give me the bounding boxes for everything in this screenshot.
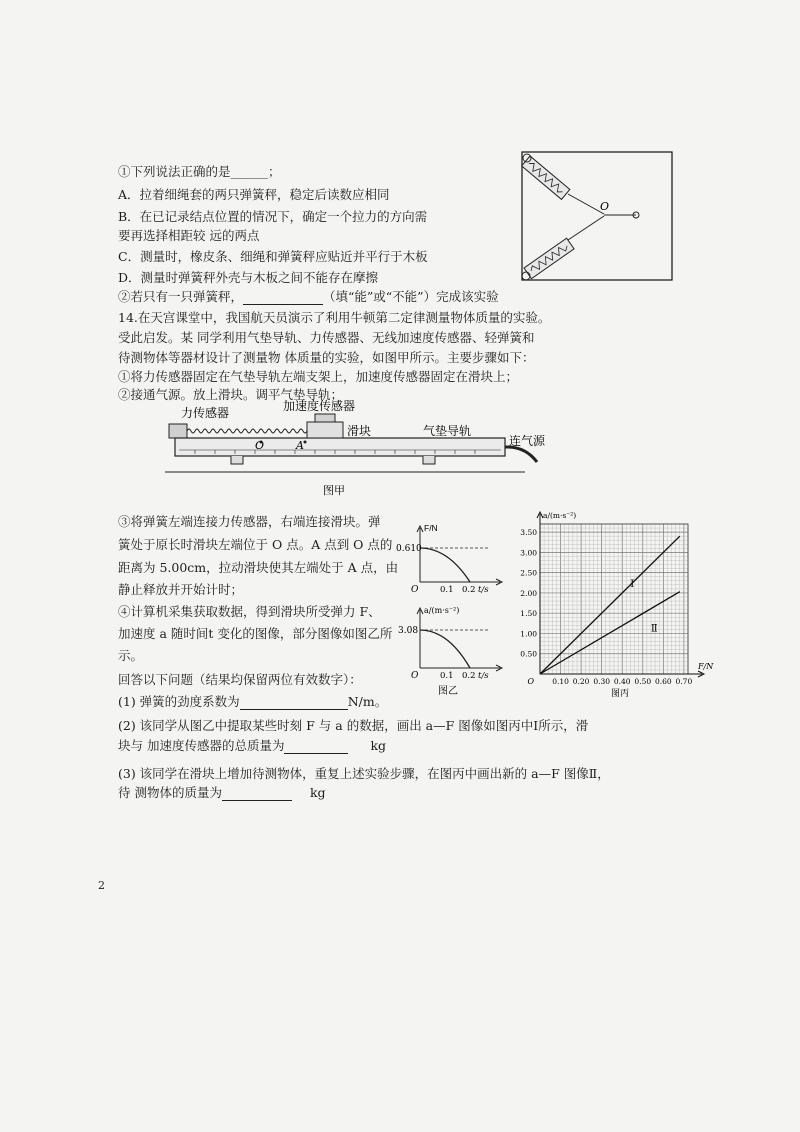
x-tick-label: 0.70: [675, 677, 693, 686]
qa2-line2: [118, 738, 386, 754]
track-body: [175, 438, 505, 456]
at-tick-1: 0.1: [440, 671, 454, 681]
ft-origin-label: O: [411, 585, 419, 595]
air-source-label: 连气源: [509, 434, 546, 448]
at-value-label: 3.08: [398, 626, 419, 636]
q14-line3: 待测物体等器材设计了测量物 体质量的实验，如图甲所示。主要步骤如下：: [118, 350, 535, 365]
ft-axis-label: F/N: [424, 523, 438, 533]
q13-option-a: A．拉着细绳套的两只弹簧秤，稳定后读数应相同: [118, 187, 390, 202]
answer-blank: [243, 292, 323, 305]
qa1: [118, 694, 387, 710]
qa2-unit: kg: [370, 738, 387, 753]
q13-option-b-line1: B．在已记录结点位置的情况下，确定一个拉力的方向需: [118, 209, 428, 224]
lower-spring-scale-icon: [524, 238, 574, 278]
q13-sub2: [118, 289, 499, 305]
answer-blank: [222, 788, 292, 801]
qa1-unit: N/m。: [347, 694, 388, 709]
air-hose: [505, 447, 537, 462]
figure-bing-chart: [510, 510, 720, 702]
x-tick-label: 0.10: [552, 677, 569, 686]
q14-step3-line4: 静止释放并开始计时；: [118, 582, 244, 597]
upper-spring-scale-icon: [522, 156, 570, 199]
ft-t-axis-label: t/s: [478, 585, 489, 595]
force-sensor-label: 力传感器: [181, 406, 230, 420]
at-curve: [420, 630, 470, 668]
q14-step4-line3: 示。: [118, 648, 144, 663]
ft-tick-2: 0.2: [462, 585, 476, 595]
point-o-label: O: [255, 439, 265, 452]
figure-jia-caption: 图甲: [323, 484, 345, 497]
x-axis-label: F/N: [698, 662, 714, 671]
qa2-line1: (2) 该同学从图乙中提取某些时刻 F 与 a 的数据，画出 a—F 图像如图丙中Ⅰ所示，滑: [118, 718, 589, 733]
accel-sensor-label: 加速度传感器: [283, 399, 356, 413]
x-tick-label: 0.30: [593, 677, 611, 686]
series-label: Ⅱ: [650, 623, 658, 635]
left-stand: [231, 456, 243, 464]
answer-blank: [240, 697, 348, 710]
qa3-line1: (3) 该同学在滑块上增加待测物体，重复上述实验步骤，在图丙中画出新的 a—F 图像Ⅱ，: [118, 766, 610, 781]
at-axis-label: a/(m·s⁻²): [424, 606, 460, 615]
qa3-unit: kg: [309, 785, 326, 800]
upper-string: [568, 194, 604, 214]
origin-label: O: [527, 677, 534, 686]
slider-label: 滑块: [347, 424, 372, 438]
q13-sub2-start: ②若只有一只弹簧秤，: [118, 289, 244, 304]
spring-coil: [187, 429, 311, 433]
q13-option-d: D．测量时弹簧秤外壳与木板之间不能存在摩擦: [118, 270, 379, 285]
q14-step3-line3: 距离为 5.00cm，拉动滑块使其左端处于 A 点，由: [118, 560, 399, 575]
point-a-label: A: [296, 439, 304, 452]
q13-option-c: C．测量时，橡皮条、细绳和弹簧秤应贴近并平行于木板: [118, 249, 428, 264]
q14-step4-line2: 加速度 a 随时间t 变化的图像，部分图像如图乙所: [118, 626, 393, 641]
x-tick-label: 0.20: [572, 677, 590, 686]
q13-sub2-end: （填“能”或“不能”）完成该实验: [323, 289, 499, 304]
figure-yi-caption: 图乙: [438, 686, 458, 697]
accel-sensor-block: [315, 414, 335, 422]
ft-curve: [420, 548, 470, 582]
y-axis-label: a/(m·s⁻²): [543, 511, 577, 520]
figure-jia: [165, 399, 565, 502]
x-tick-label: 0.60: [654, 677, 672, 686]
qa3-text: 待 测物体的质量为: [118, 785, 222, 800]
series-label: Ⅰ: [630, 578, 635, 590]
at-t-axis-label: t/s: [478, 671, 489, 681]
y-tick-label: 2.50: [520, 568, 537, 578]
y-tick-label: 3.00: [520, 548, 537, 558]
x-tick-label: 0.50: [634, 677, 652, 686]
q14-step2: ②接通气源。放上滑块。调平气垫导轨；: [118, 387, 344, 402]
air-track-label: 气垫导轨: [423, 424, 472, 438]
q14-answer-note: 回答以下问题（结果均保留两位有效数字）：: [118, 672, 362, 687]
y-tick-label: 3.50: [520, 528, 537, 538]
page-mark: 2: [98, 879, 105, 892]
qa2-text: 块与 加速度传感器的总质量为: [118, 738, 285, 753]
point-o-label: O: [600, 200, 610, 213]
figure-yi: [396, 522, 510, 702]
lower-ring-icon: [522, 272, 530, 280]
y-tick-label: 1.50: [520, 609, 537, 619]
at-tick-2: 0.2: [462, 671, 476, 681]
q14-line1: 14.在天宫课堂中，我国航天员演示了利用牛顿第二定律测量物体质量的实验。: [118, 310, 551, 325]
qa3-line2: [118, 785, 326, 801]
right-stand: [423, 456, 435, 464]
y-tick-label: 0.50: [520, 649, 537, 659]
x-tick-label: 0.40: [613, 677, 631, 686]
q14-step3-line2: 簧处于原长时滑块左端位于 O 点。A 点到 O 点的: [118, 537, 393, 552]
lower-string: [568, 216, 604, 240]
ft-value-label: 0.610: [396, 544, 422, 554]
q14-step1: ①将力传感器固定在气垫导轨左端支架上，加速度传感器固定在滑块上；: [118, 369, 519, 384]
q13-option-b-line2: 要再选择相距较 远的两点: [118, 228, 260, 243]
chart-title: 图丙: [610, 689, 630, 699]
q14-line2: 受此启发。某 同学利用气垫导轨、力传感器、无线加速度传感器、轻弹簧和: [118, 330, 535, 345]
ft-tick-1: 0.1: [440, 585, 454, 595]
qa1-text: (1) 弹簧的劲度系数为: [118, 694, 240, 709]
force-sensor-block: [169, 424, 187, 438]
y-tick-label: 2.00: [520, 588, 537, 598]
q14-step4-line1: ④计算机采集获取数据，得到滑块所受弹力 F、: [118, 604, 381, 619]
slider-block: [307, 422, 343, 438]
at-origin-label: O: [411, 671, 419, 681]
q13-sub1: ①下列说法正确的是______；: [118, 164, 281, 179]
y-tick-label: 1.00: [520, 629, 537, 639]
q13-figure: [518, 148, 678, 286]
answer-blank: [284, 741, 348, 754]
q14-step3-line1: ③将弹簧左端连接力传感器，右端连接滑块。弹: [118, 514, 381, 529]
